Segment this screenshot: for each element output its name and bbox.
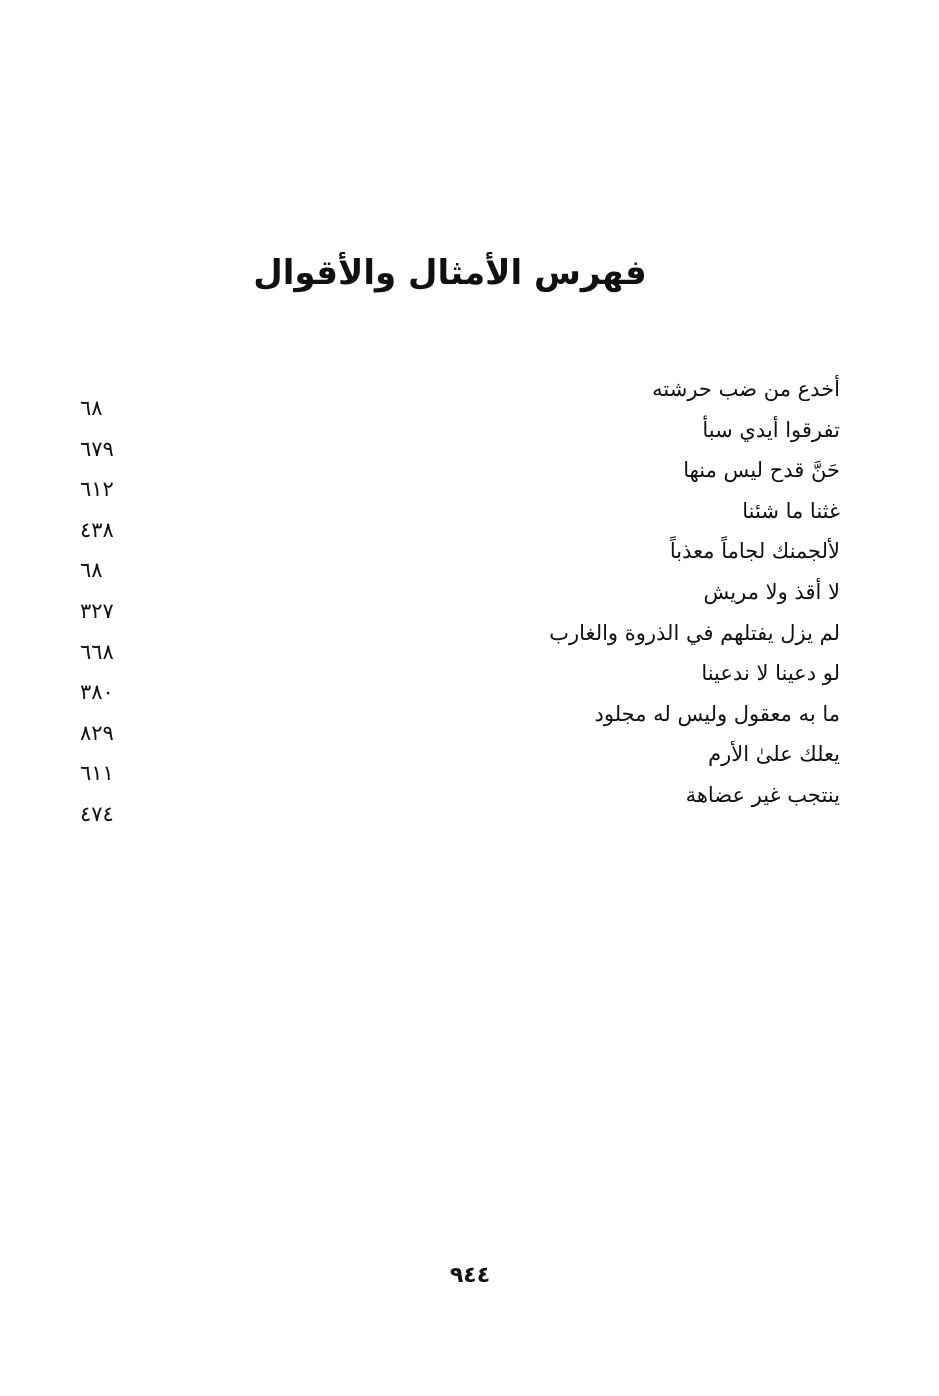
page-reference: ٦١١	[80, 761, 114, 786]
proverb-text: تفرقوا أيدي سبأ	[702, 417, 840, 442]
page-reference: ٦٦٨	[80, 639, 114, 664]
page-reference: ٦١٢	[80, 477, 114, 502]
proverb-text: ينتجب غير عضاهة	[685, 782, 840, 807]
page-reference: ٦٨	[80, 396, 103, 420]
index-entry	[70, 654, 840, 705]
page-title: فهرس الأمثال والأقوال	[253, 253, 647, 293]
index-entry	[70, 370, 840, 420]
page-reference: ٣٢٧	[80, 598, 114, 623]
proverb-text: ما به معقول وليس له مجلود	[594, 701, 840, 726]
proverb-text: لألجمنك لجاماً معذباً	[669, 539, 840, 564]
page-reference: ٣٨٠	[80, 680, 114, 705]
proverb-text: لو دعينا لا ندعينا	[701, 661, 840, 686]
index-entry	[70, 614, 840, 664]
index-entry	[70, 492, 840, 542]
index-entry	[70, 532, 840, 583]
index-entry	[70, 735, 840, 786]
page-reference: ٦٨	[80, 558, 103, 583]
index-entry	[70, 411, 840, 461]
index-entry	[70, 695, 840, 745]
page-reference: ٤٣٨	[80, 517, 114, 542]
proverb-text: حَنَّ قدح ليس منها	[683, 458, 840, 483]
page-reference: ٤٧٤	[80, 801, 114, 826]
proverb-text: لا أقذ ولا مريش	[703, 579, 840, 604]
proverb-text: غثنا ما شئنا	[742, 498, 840, 523]
index-entry	[70, 573, 840, 623]
page-number: ٩٤٤	[449, 1263, 491, 1288]
proverb-text: يعلك علىٰ الأرم	[708, 742, 840, 767]
index-entry	[70, 776, 840, 826]
index-entry	[70, 451, 840, 502]
proverb-text: أخدع من ضب حرشته	[652, 377, 840, 401]
proverb-text: لم يزل يفتلهم في الذروة والغارب	[549, 620, 840, 645]
page-reference: ٦٧٩	[80, 436, 114, 461]
proverbs-index-list	[70, 370, 840, 826]
page-reference: ٨٢٩	[80, 720, 114, 745]
